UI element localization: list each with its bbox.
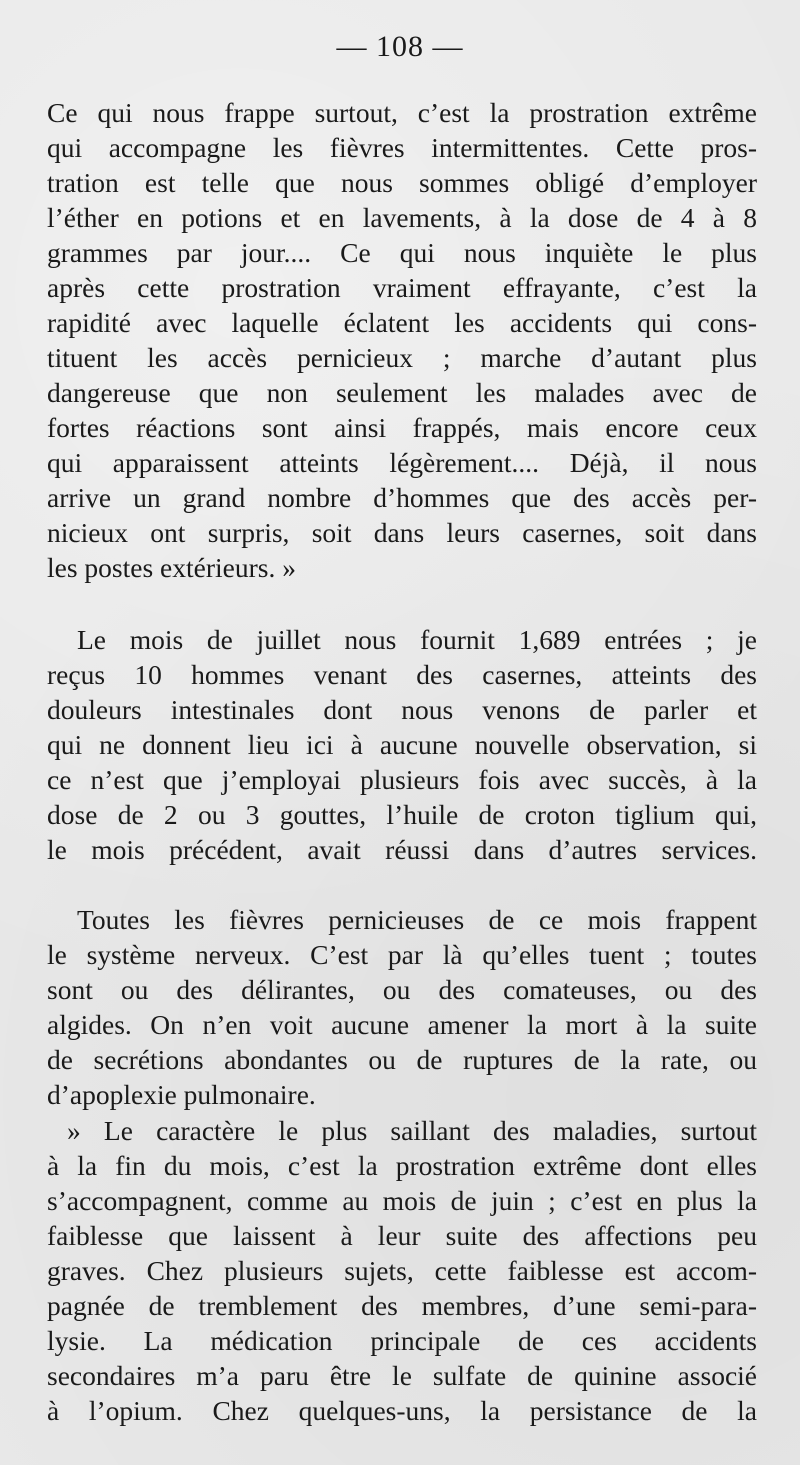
text-line: qui apparaissent atteints légèrement.... Déjà, il nous — [47, 447, 757, 478]
text-line: de secrétions abondantes ou de ruptures de la rate, ou — [47, 1044, 757, 1075]
text-line: algides. On n’en voit aucune amener la mort à la suite — [47, 1009, 757, 1040]
text-line: lysie. La médication principale de ces accidents — [47, 1325, 757, 1356]
text-line: rapidité avec laquelle éclatent les accidents qui cons- — [47, 307, 757, 338]
text-line: dose de 2 ou 3 gouttes, l’huile de croton tiglium qui, — [47, 799, 757, 830]
text-line: Toutes les fièvres pernicieuses de ce mois frappent — [77, 904, 757, 935]
text-line: tituent les accès pernicieux ; marche d’autant plus — [47, 342, 757, 373]
text-line: le mois précédent, avait réussi dans d’autres services. — [47, 834, 757, 865]
text-line: tration est telle que nous sommes obligé d’employer — [47, 167, 757, 198]
text-line: arrive un grand nombre d’hommes que des accès per- — [47, 482, 757, 513]
text-line: s’accompagnent, comme au mois de juin ; c’est en plus la — [47, 1185, 757, 1216]
text-line: graves. Chez plusieurs sujets, cette faiblesse est accom- — [47, 1255, 757, 1286]
text-line: après cette prostration vraiment effrayante, c’est la — [47, 272, 757, 303]
text-line: grammes par jour.... Ce qui nous inquiète le plus — [47, 237, 757, 268]
text-line: l’éther en potions et en lavements, à la dose de 4 à 8 — [47, 202, 757, 233]
paragraph-3 — [47, 902, 757, 1112]
text-line: nicieux ont surpris, soit dans leurs casernes, soit dans — [47, 517, 757, 548]
text-line: secondaires m’a paru être le sulfate de quinine associé — [47, 1360, 757, 1391]
text-line: pagnée de tremblement des membres, d’une semi-para- — [47, 1290, 757, 1321]
text-line: Le mois de juillet nous fournit 1,689 entrées ; je — [77, 624, 757, 655]
paragraph-1 — [47, 95, 757, 585]
text-line: dangereuse que non seulement les malades avec de — [47, 377, 757, 408]
text-line: Ce qui nous frappe surtout, c’est la prostration extrême — [47, 97, 757, 128]
text-line: fortes réactions sont ainsi frappés, mais encore ceux — [47, 412, 757, 443]
text-line: d’apoplexie pulmonaire. — [47, 1079, 316, 1110]
text-line: reçus 10 hommes venant des casernes, atteints des — [47, 659, 757, 690]
text-line: sont ou des délirantes, ou des comateuses, ou des — [47, 974, 757, 1005]
text-line: à l’opium. Chez quelques-uns, la persistance de la — [47, 1395, 757, 1426]
text-line: » Le caractère le plus saillant des maladies, surtout — [67, 1115, 757, 1146]
text-line: faiblesse que laissent à leur suite des affections peu — [47, 1220, 757, 1251]
text-line: les postes extérieurs. » — [47, 552, 296, 583]
text-line: douleurs intestinales dont nous venons de parler et — [47, 694, 757, 725]
text-line: ce n’est que j’employai plusieurs fois avec succès, à la — [47, 764, 757, 795]
text-line: le système nerveux. C’est par là qu’elles tuent ; toutes — [47, 939, 757, 970]
text-line: qui ne donnent lieu ici à aucune nouvelle observation, si — [47, 729, 757, 760]
text-line: à la fin du mois, c’est la prostration extrême dont elles — [47, 1150, 757, 1181]
paragraph-4 — [47, 1113, 757, 1428]
page-number: — 108 — — [336, 30, 464, 63]
paragraph-2 — [47, 622, 757, 867]
text-line: qui accompagne les fièvres intermittentes. Cette pros- — [47, 132, 757, 163]
